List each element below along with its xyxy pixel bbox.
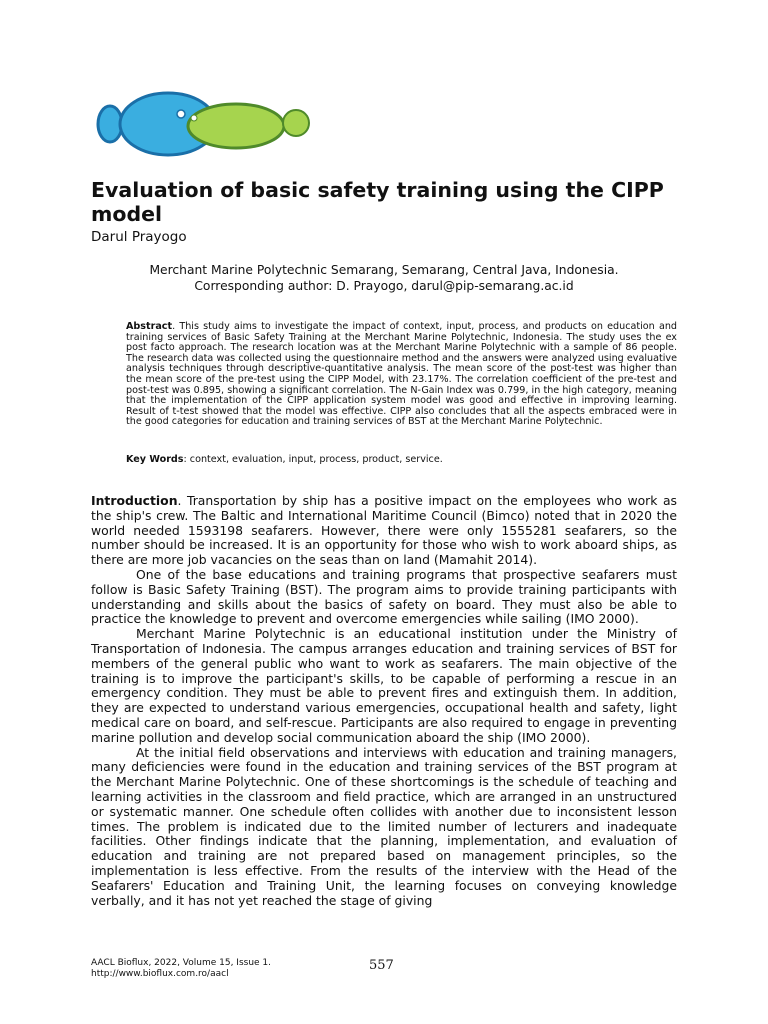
intro-paragraph-2: One of the base educations and training programs that prospective seafarers must follow is Basic Safety Training (BST). The program aims to provide training participants with understanding and skills about the basics of safety on board. They must also be able to practice the knowledge to prevent and overcome emergencies while sailing (IMO 2000). bbox=[91, 566, 677, 627]
abstract-label: Abstract bbox=[126, 321, 173, 332]
author-name: Darul Prayogo bbox=[91, 229, 187, 245]
intro-paragraph-4: At the initial field observations and interviews with education and training managers, many deficiencies were found in the education and training services of the BST program at the Merchant Marine Polytechnic. One of these shortcomings is the schedule of teaching and learning activities in the classroom and field practice, which are arranged in an unstructured or systematic manner. One schedule often collides with another due to inconsistent lesson times. The problem is indicated due to the limited number of lecturers and inadequate facilities. Other findings indicate that the planning, implementation, and evaluation of education and training are not prepared based on management principles, so the implementation is less effective. From the results of the interview with the Head of the Seafarers' Education and Training Unit, the learning focuses on conveying knowledge verbally, and it has not yet reached the stage of giving bbox=[91, 744, 677, 908]
introduction-section bbox=[91, 494, 677, 908]
logo-small-dot bbox=[177, 110, 185, 118]
keywords bbox=[126, 454, 677, 465]
keywords-text: : context, evaluation, input, process, product, service. bbox=[183, 454, 443, 465]
journal-logo bbox=[96, 88, 316, 160]
intro-paragraph-1 bbox=[91, 494, 677, 568]
abstract-text: . This study aims to investigate the impact of context, input, process, and products on education and training services of Basic Safety Training at the Merchant Marine Polytechnic, Indonesia. The study uses the ex post facto approach. The research location was at the Merchant Marine Polytechnic with a sample of 86 people. The research data was collected using the questionnaire method and the answers were analyzed using evaluative analysis techniques through descriptive-quantitative analysis. The mean score of the post-test was higher than the mean score of the pre-test using the CIPP Model, with 23.17%. The correlation coefficient of the pre-test and post-test was 0.895, showing a significant correlation. The N-Gain Index was 0.799, in the high category, meaning that the implementation of the CIPP application system model was good and effective in improving learning. Result of t-test showed that the model was effective. CIPP also concludes that all the aspects embraced were in the good categories for education and training services of BST at the Merchant Marine Polytechnic. bbox=[126, 321, 677, 428]
corresponding-author: Corresponding author: D. Prayogo, darul@pip-semarang.ac.id bbox=[194, 278, 574, 293]
logo-left-blue-oval bbox=[98, 106, 122, 142]
intro-label: Introduction bbox=[91, 493, 178, 508]
intro-p1-text: . Transportation by ship has a positive impact on the employees who work as the ship's crew. The Baltic and International Maritime Council (Bimco) noted that in 2020 the world needed 1593198 seafarers. However, there were only 1555281 seafarers, so the number should be increased. It is an opportunity for those who wish to work aboard ships, as there are more job vacancies on the seas than on land (Mamahit 2014). bbox=[91, 493, 677, 568]
affiliation-block bbox=[91, 263, 677, 294]
page-number: 557 bbox=[369, 958, 394, 973]
footer-url[interactable]: http://www.bioflux.com.ro/aacl bbox=[91, 969, 229, 979]
abstract bbox=[126, 322, 677, 428]
logo-green-oval bbox=[188, 104, 284, 148]
intro-paragraph-3: Merchant Marine Polytechnic is an educational institution under the Ministry of Transportation of Indonesia. The campus arranges education and training services of BST for members of the general public who want to work as seafarers. The main objective of the training is to improve the participant's skills, to be capable of performing a rescue in an emergency condition. They must be able to prevent fires and extinguish them. In addition, they are expected to understand various emergencies, occupational health and safety, light medical care on board, and self-rescue. Participants are also required to engage in preventing marine pollution and develop social communication aboard the ship (IMO 2000). bbox=[91, 626, 677, 745]
affiliation: Merchant Marine Polytechnic Semarang, Semarang, Central Java, Indonesia. bbox=[149, 263, 619, 277]
logo-right-green-circle bbox=[283, 110, 309, 136]
footer-journal: AACL Bioflux, 2022, Volume 15, Issue 1. bbox=[91, 958, 272, 968]
footer-citation bbox=[91, 958, 271, 980]
paper-title: Evaluation of basic safety training using the CIPP model bbox=[91, 178, 664, 226]
logo-small-dot-2 bbox=[191, 115, 197, 121]
keywords-label: Key Words bbox=[126, 454, 184, 465]
